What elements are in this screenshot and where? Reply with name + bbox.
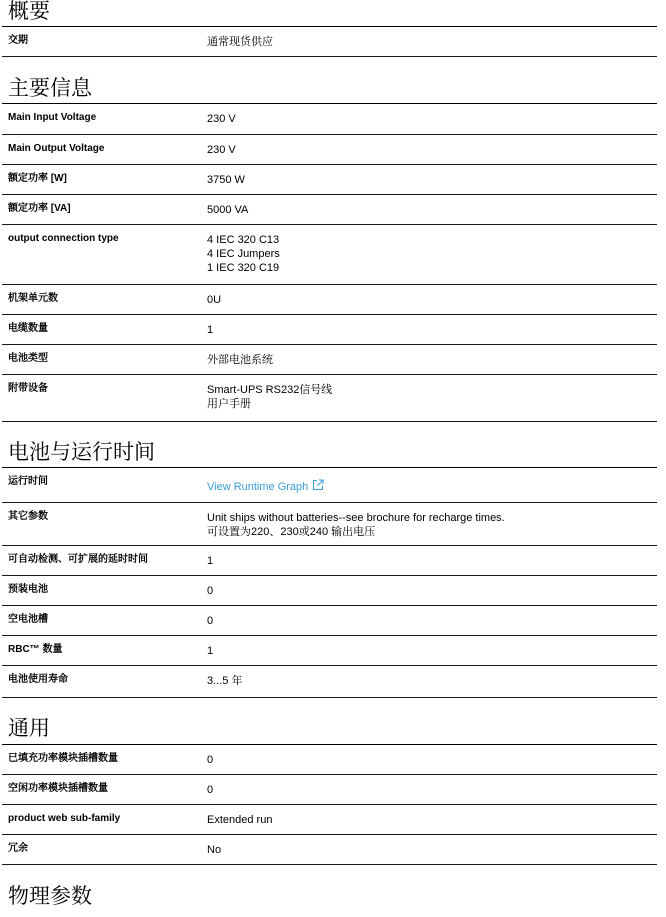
spec-row-rack-units bbox=[2, 285, 657, 315]
spec-row-main-input-voltage bbox=[2, 104, 657, 135]
spec-label: 机架单元数 bbox=[8, 293, 58, 304]
spec-label: 电池使用寿命 bbox=[8, 674, 68, 685]
spec-row-rbc-count bbox=[2, 636, 657, 666]
spec-row-rated-power-w bbox=[2, 165, 657, 195]
view-runtime-graph-link[interactable]: View Runtime Graph bbox=[207, 481, 309, 493]
spec-value: 0 bbox=[207, 585, 214, 597]
spec-row-free-power-slots bbox=[2, 775, 657, 805]
spec-value: Extended run bbox=[207, 814, 273, 826]
spec-value-line: 4 IEC 320 C13 bbox=[207, 234, 280, 246]
spec-value: 3...5 年 bbox=[207, 675, 243, 687]
external-link-icon[interactable] bbox=[312, 479, 324, 495]
spec-label: 可自动检测、可扩展的延时时间 bbox=[8, 554, 148, 565]
spec-value bbox=[207, 233, 280, 275]
spec-row-runtime bbox=[2, 468, 657, 503]
spec-value: 0 bbox=[207, 754, 214, 766]
spec-row-battery-life bbox=[2, 666, 657, 698]
spec-value: 230 V bbox=[207, 144, 236, 156]
spec-value: 1 bbox=[207, 645, 214, 657]
spec-row-battery-type bbox=[2, 345, 657, 375]
spec-value-line: 可设置为220、230或240 输出电压 bbox=[207, 526, 376, 538]
spec-value: 5000 VA bbox=[207, 204, 249, 216]
spec-row-redundancy bbox=[2, 835, 657, 865]
spec-row-empty-battery-slots bbox=[2, 606, 657, 636]
spec-label: 额定功率 [VA] bbox=[8, 203, 71, 214]
spec-row-rated-power-va bbox=[2, 195, 657, 225]
spec-label: Main Input Voltage bbox=[8, 112, 97, 123]
spec-label: product web sub-family bbox=[8, 813, 121, 824]
section-title-overview: 概要 bbox=[8, 0, 50, 23]
spec-row-other-parameters bbox=[2, 503, 657, 546]
section-title-physical: 物理参数 bbox=[8, 885, 92, 908]
spec-value-line: 4 IEC Jumpers bbox=[207, 248, 280, 260]
spec-value: 0 bbox=[207, 615, 214, 627]
spec-value: 0U bbox=[207, 294, 222, 306]
section-title-main-info: 主要信息 bbox=[8, 77, 92, 100]
spec-value-line: 1 IEC 320 C19 bbox=[207, 262, 280, 274]
spec-label: RBC™ 数量 bbox=[8, 644, 63, 655]
spec-value: 0 bbox=[207, 784, 214, 796]
spec-label: 空电池槽 bbox=[8, 614, 48, 625]
spec-value bbox=[207, 479, 324, 495]
spec-value: 3750 W bbox=[207, 174, 245, 186]
spec-label: 冗余 bbox=[8, 843, 28, 854]
spec-label: output connection type bbox=[8, 233, 119, 244]
spec-value: 230 V bbox=[207, 113, 236, 125]
spec-row-extended-runtime bbox=[2, 546, 657, 576]
spec-label: 预装电池 bbox=[8, 584, 48, 595]
section-title-battery-runtime: 电池与运行时间 bbox=[8, 441, 155, 464]
spec-value: 1 bbox=[207, 555, 214, 567]
spec-value bbox=[207, 511, 505, 539]
spec-row-preinstalled-batteries bbox=[2, 576, 657, 606]
spec-label: Main Output Voltage bbox=[8, 143, 105, 154]
spec-value-line: Smart-UPS RS232信号线 bbox=[207, 384, 333, 396]
spec-label: 额定功率 [W] bbox=[8, 173, 67, 184]
spec-row-output-connection-type bbox=[2, 225, 657, 285]
spec-label: 空闲功率模块插槽数量 bbox=[8, 783, 108, 794]
spec-value: 外部电池系统 bbox=[207, 354, 273, 366]
spec-label: 交期 bbox=[8, 35, 28, 46]
spec-row-lead-time bbox=[2, 27, 657, 57]
spec-value: 通常现货供应 bbox=[207, 36, 273, 48]
spec-row-included-equipment bbox=[2, 375, 657, 422]
spec-value: 1 bbox=[207, 324, 214, 336]
spec-row-cable-count bbox=[2, 315, 657, 345]
spec-label: 已填充功率模块插槽数量 bbox=[8, 753, 118, 764]
spec-label: 附带设备 bbox=[8, 383, 48, 394]
spec-row-filled-power-slots bbox=[2, 745, 657, 775]
section-title-general: 通用 bbox=[8, 717, 50, 740]
spec-label: 电缆数量 bbox=[8, 323, 48, 334]
spec-row-main-output-voltage bbox=[2, 135, 657, 165]
spec-label: 运行时间 bbox=[8, 476, 48, 487]
spec-value: No bbox=[207, 844, 222, 856]
spec-value-line: 用户手册 bbox=[207, 398, 251, 410]
spec-label: 其它参数 bbox=[8, 511, 48, 522]
spec-value bbox=[207, 383, 332, 411]
spec-label: 电池类型 bbox=[8, 353, 48, 364]
spec-value-line: Unit ships without batteries--see brochure for recharge times. bbox=[207, 512, 505, 524]
spec-row-product-sub-family bbox=[2, 805, 657, 835]
